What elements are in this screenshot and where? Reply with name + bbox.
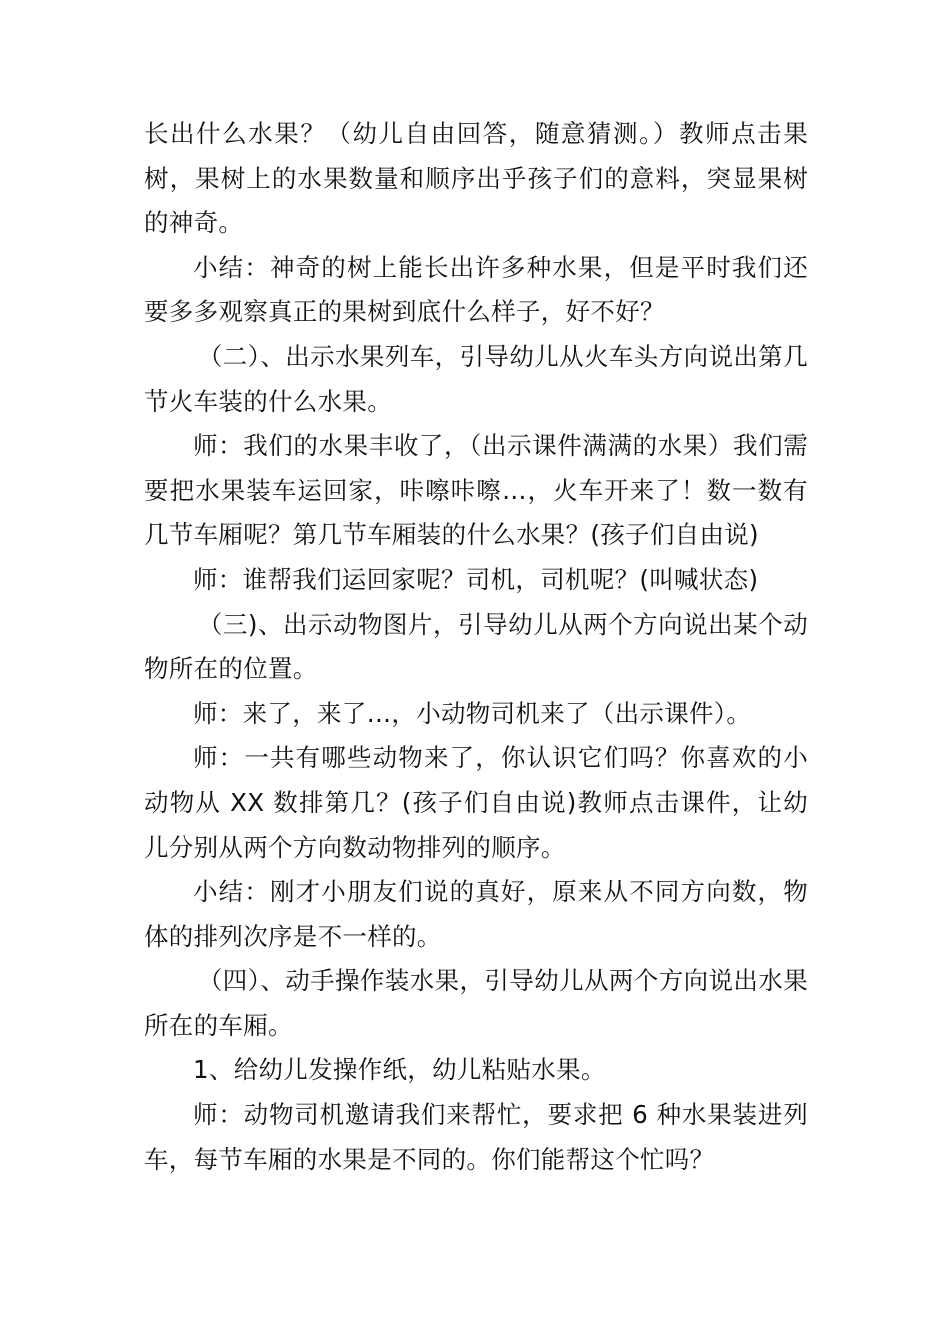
paragraph-9: 小结：刚才小朋友们说的真好，原来从不同方向数，物体的排列次序是不一样的。 bbox=[144, 877, 808, 951]
document-page bbox=[144, 112, 808, 1182]
paragraph-2: 小结：神奇的树上能长出许多种水果，但是平时我们还要多多观察真正的果树到底什么样子，好不好？ bbox=[144, 252, 808, 327]
paragraph-7: 师：来了，来了…，小动物司机来了（出示课件）。 bbox=[193, 698, 752, 728]
paragraph-4: 师：我们的水果丰收了，（出示课件满满的水果）我们需要把水果装车运回家，咔嚓咔嚓…，火车开来了！数一数有几节车厢呢？第几节车厢装的什么水果？(孩子们自由说) bbox=[144, 431, 808, 550]
paragraph-1: 长出什么水果？（幼儿自由回答，随意猜测。）教师点击果树，果树上的水果数量和顺序出乎孩子们的意料，突显果树的神奇。 bbox=[144, 119, 808, 238]
section-heading-2: （二）、出示水果列车，引导幼儿从火车头方向说出第几节火车装的什么水果。 bbox=[144, 341, 808, 416]
paragraph-8: 师：一共有哪些动物来了，你认识它们吗？你喜欢的小动物从 XX 数排第几？(孩子们自由说)教师点击课件，让幼儿分别从两个方向数动物排列的顺序。 bbox=[144, 743, 808, 862]
section-heading-3: （三)、出示动物图片，引导幼儿从两个方向说出某个动物所在的位置。 bbox=[144, 609, 808, 684]
section-heading-4: （四）、动手操作装水果，引导幼儿从两个方向说出水果所在的车厢。 bbox=[144, 966, 808, 1040]
paragraph-5: 师：谁帮我们运回家呢？司机，司机呢？(叫喊状态) bbox=[193, 564, 759, 594]
paragraph-12: 师：动物司机邀请我们来帮忙，要求把 6 种水果装进列车，每节车厢的水果是不同的。你们能帮这个忙吗？ bbox=[144, 1100, 808, 1174]
paragraph-11: 1、给幼儿发操作纸，幼儿粘贴水果。 bbox=[193, 1055, 606, 1085]
